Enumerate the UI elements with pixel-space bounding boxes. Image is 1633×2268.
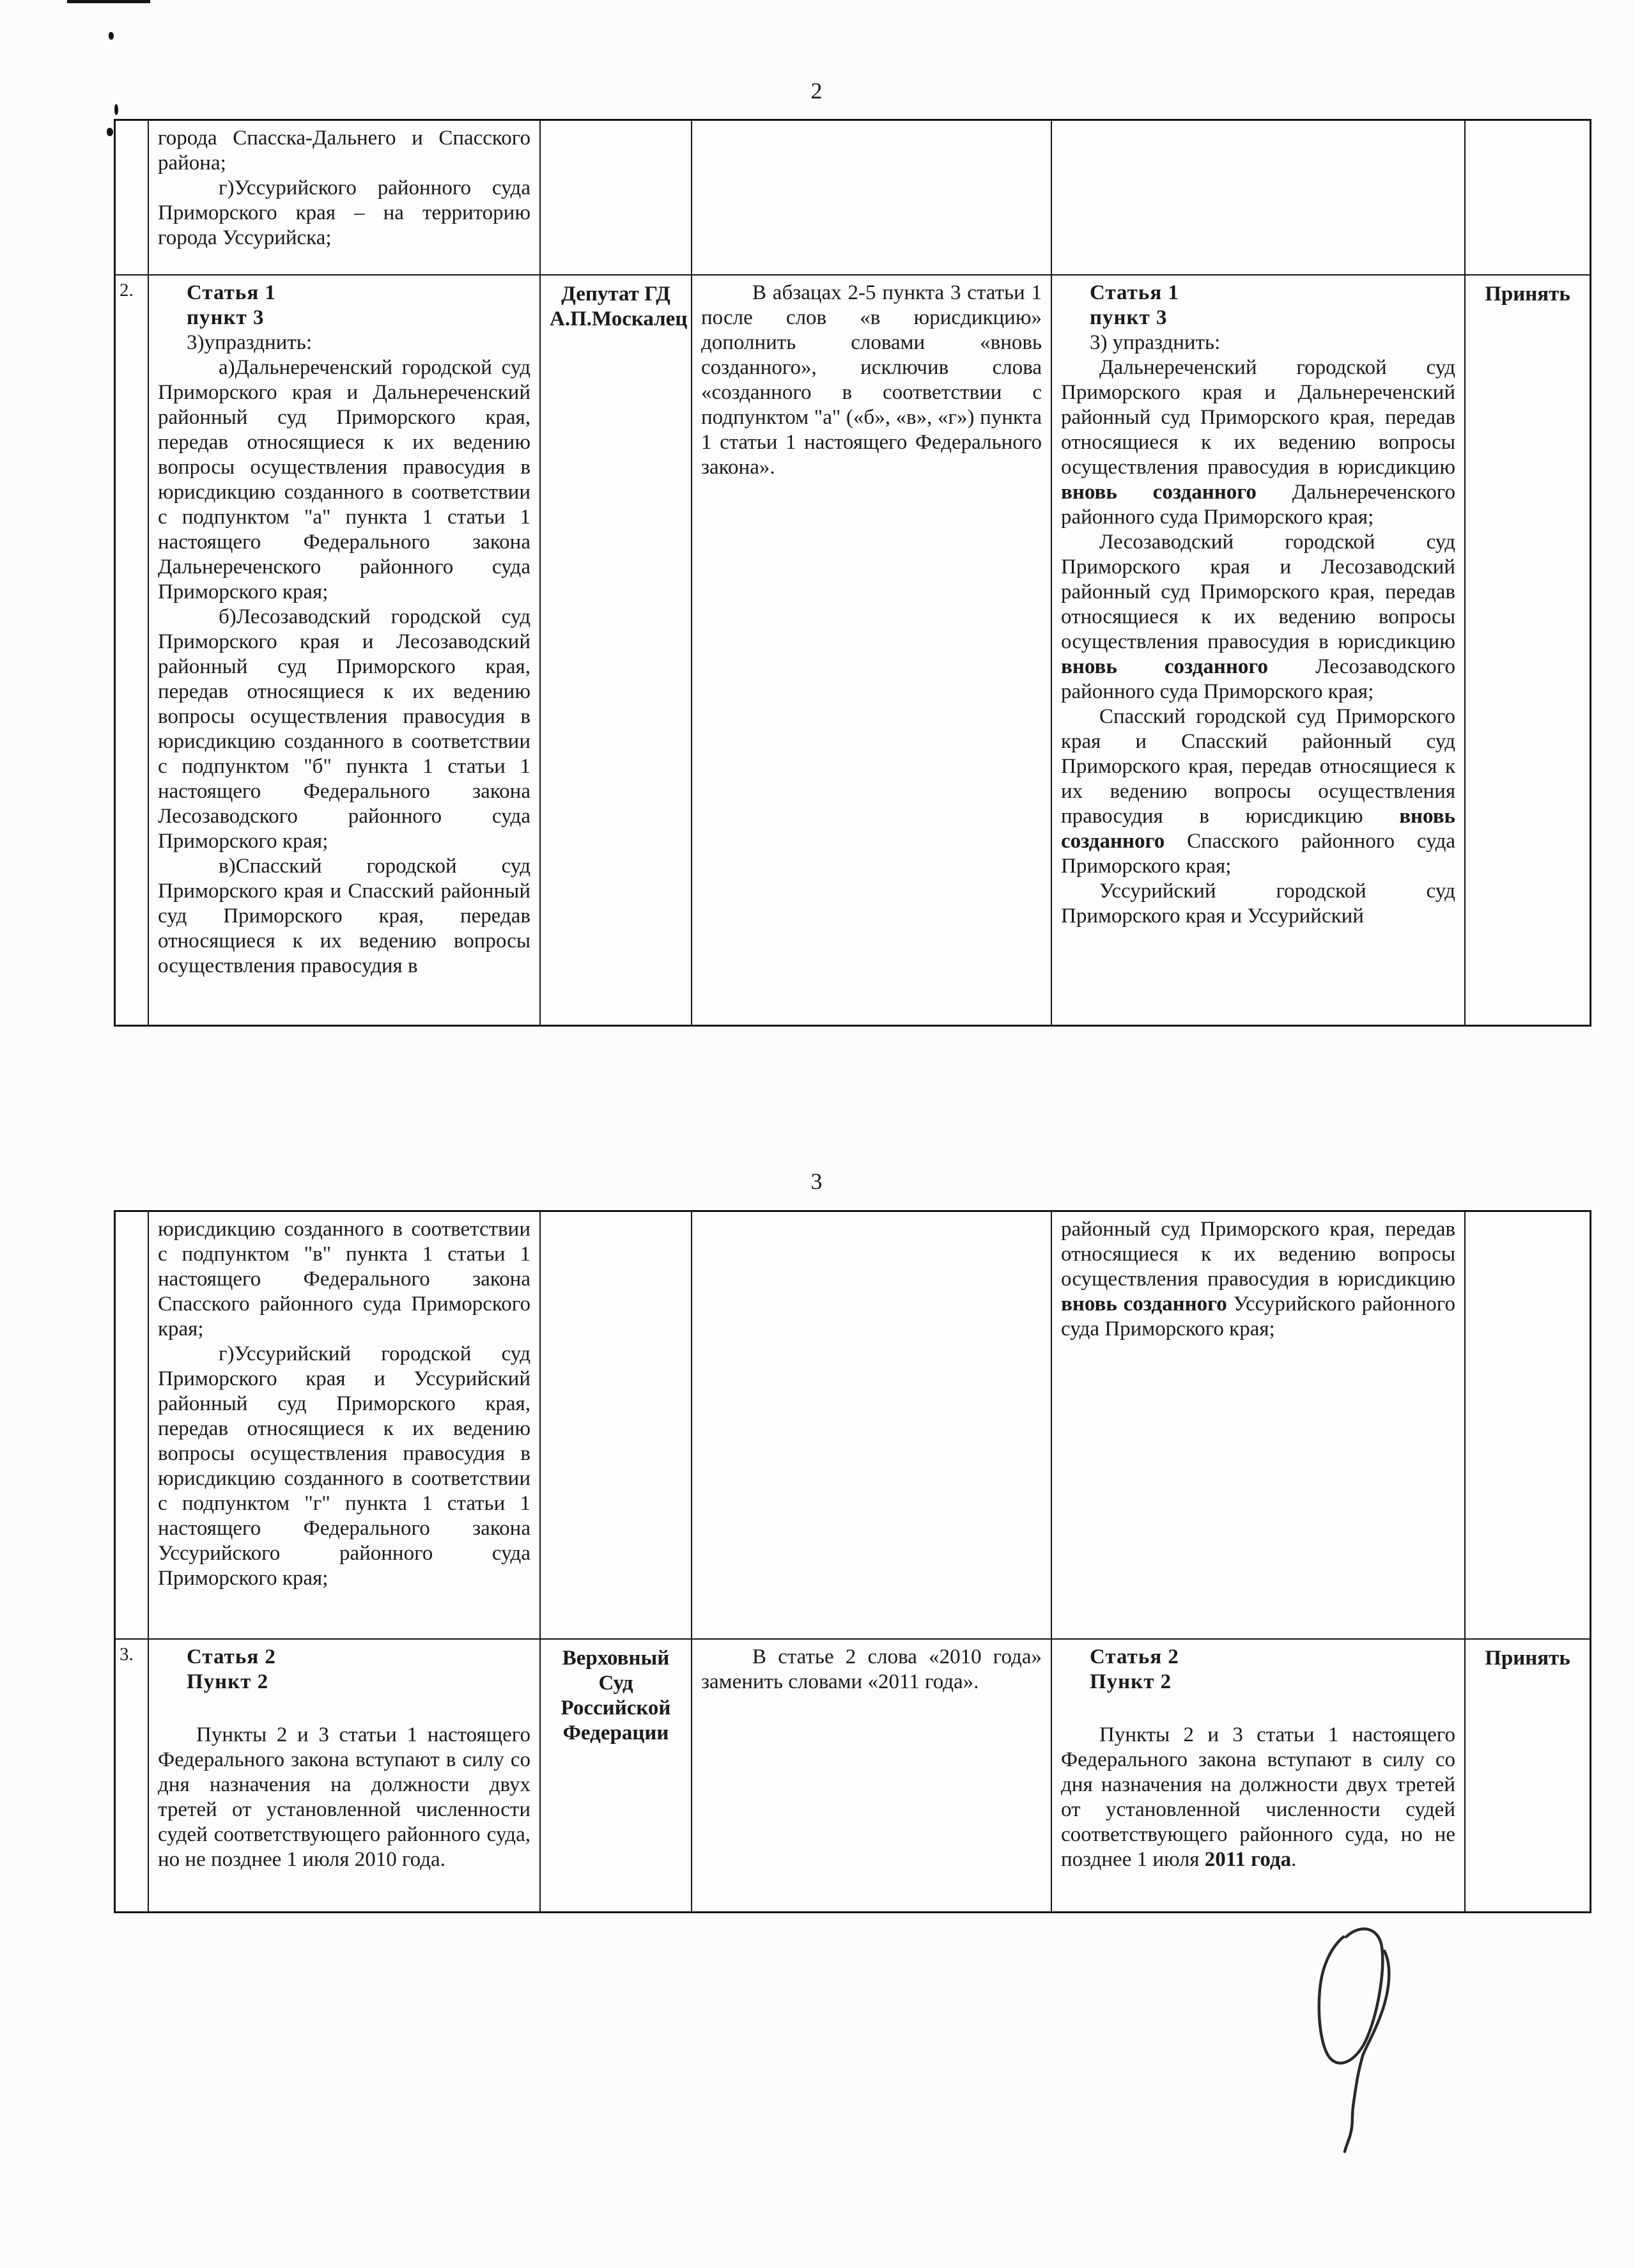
paragraph: Пункты 2 и 3 статьи 1 настоящего Федерального закона вступают в силу со дня назначения на должности двух третей от установленной численности судей соответствующего районного суда, но не позднее 1 июля 2010 года. (158, 1723, 530, 1871)
paragraph: Статья 1 (1090, 281, 1179, 304)
cell-amendment (692, 276, 1052, 1025)
cell-law-text (149, 276, 541, 1025)
table-row (116, 1640, 1590, 1911)
cell-law-text (149, 121, 541, 274)
amendments-table-page-2 (114, 119, 1591, 1027)
ink-speck (107, 128, 113, 136)
cell-amendment (692, 1640, 1052, 1911)
ink-speck (114, 104, 118, 115)
cell-decision (1466, 276, 1590, 1025)
paragraph: б)Лесозаводский городской суд Приморского края и Лесозаводский районный суд Приморского края, передав относящиеся к их ведению вопросы осуществления правосудия в юрисдикцию созданного в соответствии с подпунктом "б" пункта 1 статьи 1 настоящего Федерального закона Лесозаводского районного суда Приморского края; (158, 605, 530, 853)
paragraph: Статья 1 (187, 281, 276, 304)
paragraph: пункт 3 (187, 306, 265, 329)
cell-proposed-text (1052, 1640, 1466, 1911)
paragraph: Пункты 2 и 3 статьи 1 настоящего Федерального закона вступают в силу со дня назначения на должности двух третей от установленной численности судей соответствующего районного суда, но не позднее 1 июля 2011 года. (1061, 1723, 1455, 1871)
table-row (116, 121, 1590, 276)
paragraph: Лесозаводский городской суд Приморского края и Лесозаводский районный суд Приморского края, передав относящиеся к их ведению вопросы осуществления правосудия в юрисдикцию вновь созданного Лесозаводского районного суда Приморского края; (1061, 531, 1455, 703)
paragraph: В абзацах 2-5 пункта 3 статьи 1 после слов «в юрисдикцию» дополнить словами «вновь созданного», исключив слова «созданного в соответствии с подпунктом "а" («б», «в», «г») пункта 1 статьи 1 настоящего Федерального закона». (701, 281, 1042, 479)
paragraph: города Спасска-Дальнего и Спасского района; (158, 127, 530, 175)
paragraph: А.П.Москалец (550, 307, 688, 330)
cell-law-text (149, 1640, 541, 1911)
paragraph: Депутат ГД (561, 283, 670, 306)
cell-decision (1466, 1212, 1590, 1638)
paragraph: а)Дальнереченский городской суд Приморского края и Дальнереченский районный суд Приморского края, передав относящиеся к их ведению вопросы осуществления правосудия в юрисдикцию созданного в соответствии с подпунктом "а" пункта 1 статьи 1 настоящего Федерального закона Дальнереченского районного суда Приморского края; (158, 356, 530, 603)
paragraph: Статья 2 (187, 1645, 276, 1668)
paragraph: Пункт 2 (187, 1670, 269, 1693)
paragraph: Уссурийский городской суд Приморского края и Уссурийский (1061, 880, 1455, 928)
table-row (116, 1212, 1590, 1640)
paragraph: Принять (1485, 1647, 1570, 1670)
paragraph: юрисдикцию созданного в соответствии с подпунктом "в" пункта 1 статьи 1 настоящего Федерального закона Спасского районного суда Приморского края; (158, 1218, 530, 1340)
amendments-table-page-3 (114, 1210, 1591, 1913)
handwritten-signature-mark (1304, 1918, 1412, 2161)
cell-decision (1466, 1640, 1590, 1911)
paragraph: Российской (561, 1697, 671, 1720)
paragraph: в)Спасский городской суд Приморского края и Спасский районный суд Приморского края, передав относящиеся к их ведению вопросы осуществления правосудия в (158, 855, 530, 977)
cell-proposed-text (1052, 121, 1466, 274)
cell-number (116, 121, 149, 274)
paragraph: пункт 3 (1090, 306, 1168, 329)
paragraph: г)Уссурийского районного суда Приморского края – на территорию города Уссурийска; (158, 176, 530, 249)
paragraph: Статья 2 (1090, 1645, 1179, 1668)
page-number: 2 (810, 78, 823, 104)
cell-author (541, 1640, 692, 1911)
ink-speck (109, 32, 114, 40)
cell-number: 3. (116, 1640, 149, 1911)
paragraph: Верховный Суд (562, 1647, 670, 1695)
cell-author (541, 1212, 692, 1638)
cell-number (116, 1212, 149, 1638)
paragraph: Спасский городской суд Приморского края и Спасский районный суд Приморского края, передав относящиеся к их ведению вопросы осуществления правосудия в юрисдикцию вновь созданного Спасского районного суда Приморского края; (1061, 705, 1455, 878)
cell-author (541, 276, 692, 1025)
paragraph: г)Уссурийский городской суд Приморского края и Уссурийский районный суд Приморского края, передав относящиеся к их ведению вопросы осуществления правосудия в юрисдикцию созданного в соответствии с подпунктом "г" пункта 1 статьи 1 настоящего Федерального закона Уссурийского районного суда Приморского края; (158, 1342, 530, 1590)
paragraph: Принять (1485, 283, 1570, 306)
cell-author (541, 121, 692, 274)
table-row (116, 276, 1590, 1025)
scan-artifact-line (67, 0, 150, 3)
page-number: 3 (810, 1169, 823, 1194)
cell-law-text (149, 1212, 541, 1638)
cell-proposed-text (1052, 1212, 1466, 1638)
cell-number: 2. (116, 276, 149, 1025)
paragraph: В статье 2 слова «2010 года» заменить словами «2011 года». (701, 1645, 1042, 1693)
paragraph: Федерации (562, 1721, 669, 1744)
cell-decision (1466, 121, 1590, 274)
paragraph: районный суд Приморского края, передав относящиеся к их ведению вопросы осуществления правосудия в юрисдикцию вновь созданного Уссурийского районного суда Приморского края; (1061, 1218, 1456, 1340)
cell-amendment (692, 1212, 1052, 1638)
paragraph: Пункт 2 (1090, 1670, 1172, 1693)
paragraph: 3)упразднить: (187, 331, 312, 354)
paragraph: 3) упразднить: (1090, 331, 1221, 354)
paragraph: Дальнереченский городской суд Приморского края и Дальнереченский районный суд Приморского края, передав относящиеся к их ведению вопросы осуществления правосудия в юрисдикцию вновь созданного Дальнереченского районного суда Приморского края; (1061, 356, 1456, 529)
cell-proposed-text (1052, 276, 1466, 1025)
cell-amendment (692, 121, 1052, 274)
